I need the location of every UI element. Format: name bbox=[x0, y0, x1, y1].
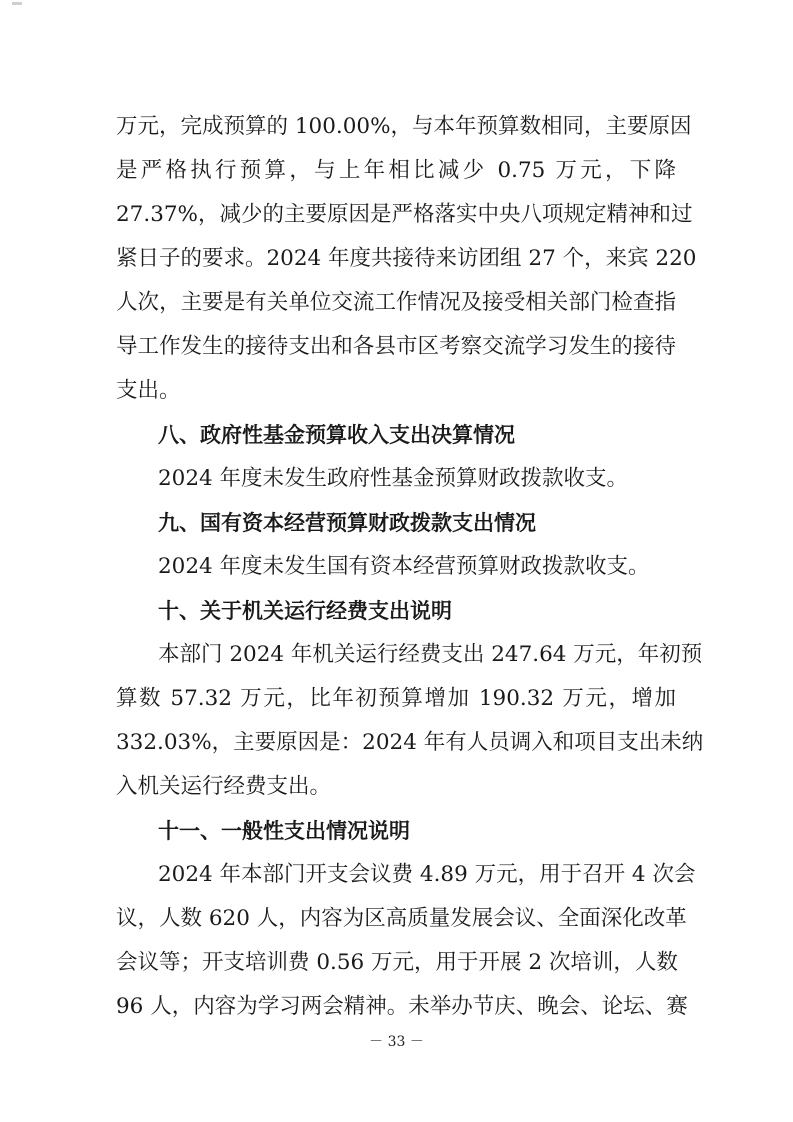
scan-mark bbox=[12, 2, 22, 5]
page-number: － 33 － bbox=[369, 1034, 424, 1050]
paragraph-line: 96 人，内容为学习两会精神。未举办节庆、晚会、论坛、赛 bbox=[116, 994, 688, 1019]
paragraph-line: 导工作发生的接待支出和各县市区考察交流学习发生的接待 bbox=[116, 334, 676, 359]
paragraph-line: 算数 57.32 万元，比年初预算增加 190.32 万元，增加 bbox=[116, 686, 676, 711]
paragraph-line: 332.03%，主要原因是：2024 年有人员调入和项目支出未纳 bbox=[116, 730, 704, 755]
paragraph-line: 2024 年度未发生国有资本经营预算财政拨款收支。 bbox=[158, 554, 650, 579]
paragraph-line: 人次，主要是有关单位交流工作情况及接受相关部门检查指 bbox=[116, 290, 676, 315]
paragraph-line: 议，人数 620 人，内容为区高质量发展会议、全面深化改革 bbox=[116, 906, 687, 931]
paragraph-line: 2024 年本部门开支会议费 4.89 万元，用于召开 4 次会 bbox=[158, 862, 696, 887]
paragraph-line: 万元，完成预算的 100.00%，与本年预算数相同，主要原因 bbox=[116, 114, 692, 139]
section-heading-8: 八、政府性基金预算收入支出决算情况 bbox=[158, 423, 515, 447]
paragraph-line: 27.37%，减少的主要原因是严格落实中央八项规定精神和过 bbox=[116, 202, 693, 227]
section-heading-11: 十一、一般性支出情况说明 bbox=[158, 819, 410, 843]
paragraph-line: 本部门 2024 年机关运行经费支出 247.64 万元，年初预 bbox=[158, 642, 703, 667]
paragraph-line: 入机关运行经费支出。 bbox=[116, 774, 332, 799]
section-heading-10: 十、关于机关运行经费支出说明 bbox=[158, 599, 452, 623]
paragraph-line: 支出。 bbox=[116, 378, 181, 403]
paragraph-line: 会议等；开支培训费 0.56 万元，用于开展 2 次培训，人数 bbox=[116, 950, 678, 975]
section-heading-9: 九、国有资本经营预算财政拨款支出情况 bbox=[158, 511, 536, 535]
paragraph-line: 是严格执行预算，与上年相比减少 0.75 万元，下降 bbox=[116, 158, 676, 183]
paragraph-line: 紧日子的要求。2024 年度共接待来访团组 27 个，来宾 220 bbox=[116, 246, 697, 271]
paragraph-line: 2024 年度未发生政府性基金预算财政拨款收支。 bbox=[158, 466, 629, 491]
